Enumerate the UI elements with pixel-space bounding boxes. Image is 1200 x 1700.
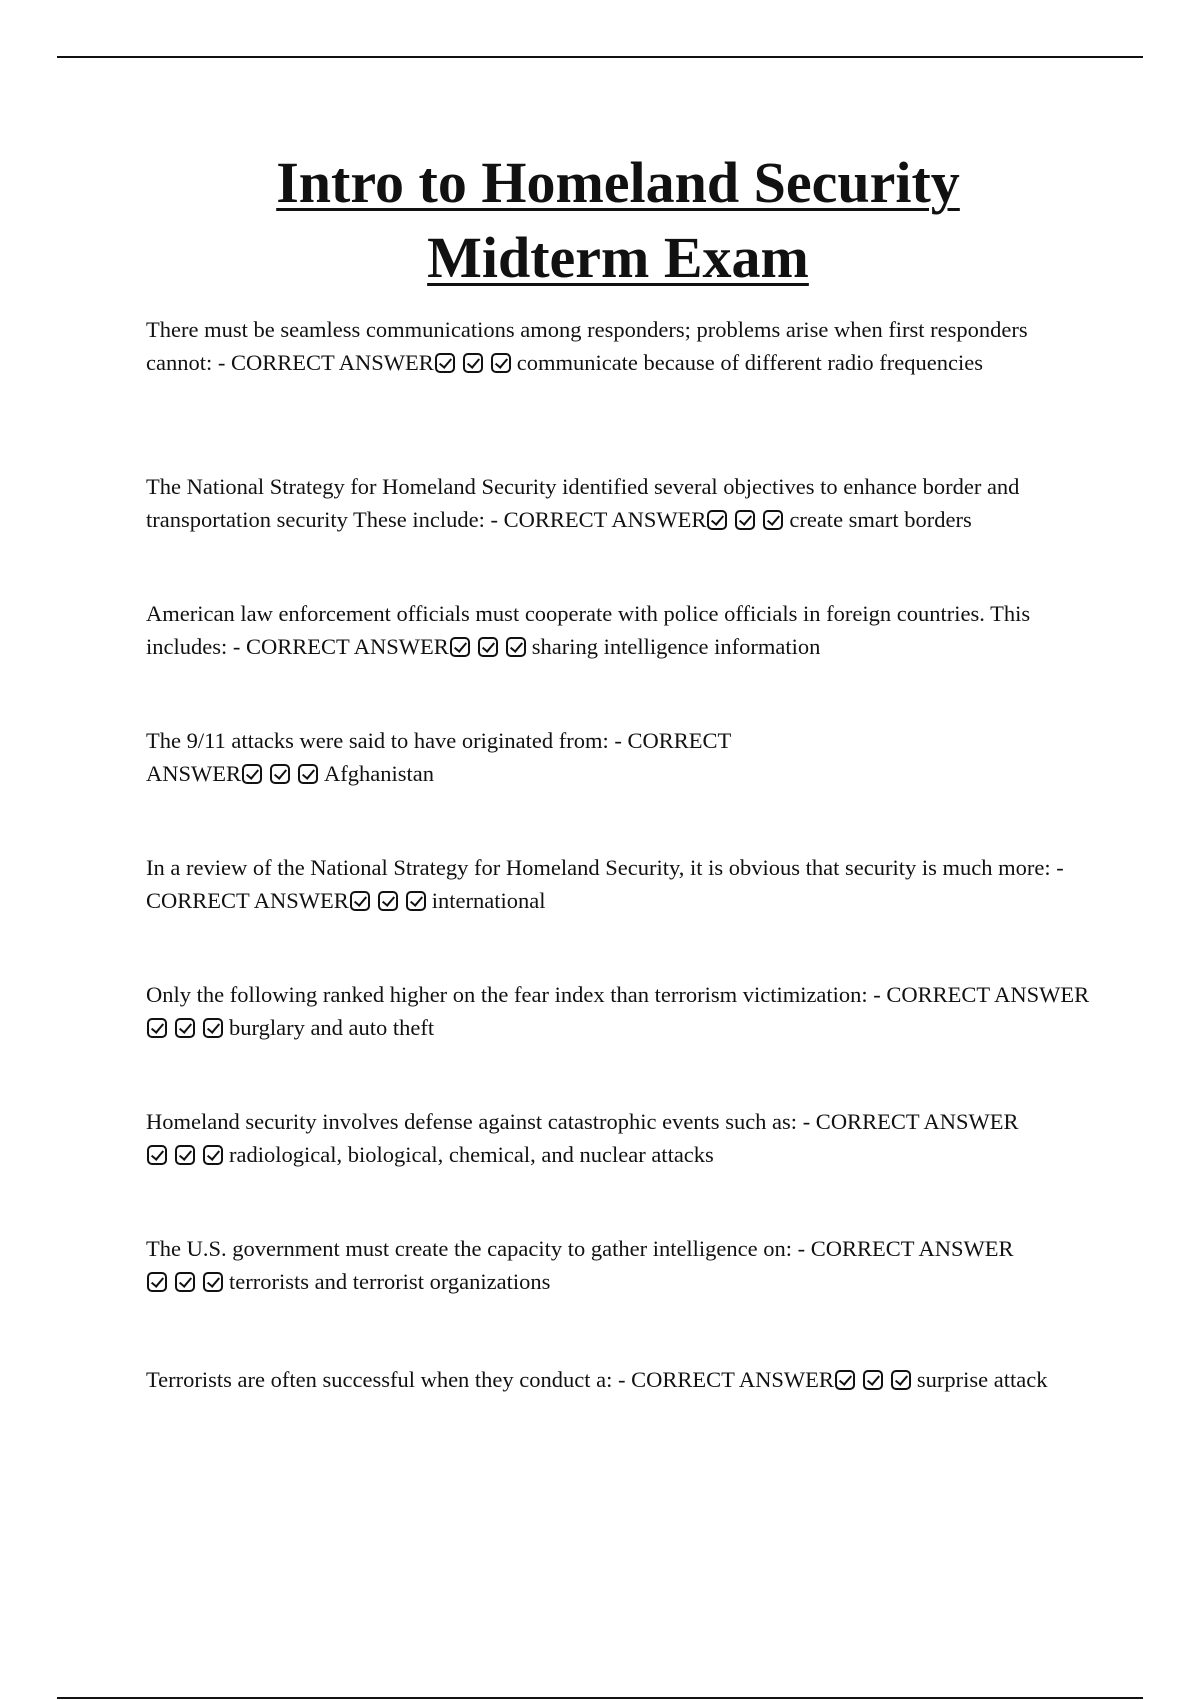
answer-label: - CORRECT ANSWER bbox=[802, 1109, 1019, 1134]
check-icons bbox=[146, 1015, 227, 1040]
top-rule bbox=[57, 56, 1143, 58]
answer-label: - CORRECT ANSWER bbox=[146, 728, 731, 786]
answer-label: - CORRECT ANSWER bbox=[618, 1367, 834, 1392]
qa-item-1 bbox=[146, 313, 1091, 379]
check-box-icon bbox=[298, 764, 318, 784]
question-text: In a review of the National Strategy for Homeland Security, it is obvious that security is much more: bbox=[146, 855, 1051, 880]
check-icons bbox=[434, 350, 515, 375]
question-text: Terrorists are often successful when they conduct a: bbox=[146, 1367, 613, 1392]
check-box-icon bbox=[450, 637, 470, 657]
answer-text: radiological, biological, chemical, and nuclear attacks bbox=[229, 1142, 714, 1167]
check-box-icon bbox=[350, 891, 370, 911]
check-icons bbox=[146, 1142, 227, 1167]
qa-item-3 bbox=[146, 597, 1091, 663]
check-box-icon bbox=[506, 637, 526, 657]
check-box-icon bbox=[175, 1018, 195, 1038]
answer-text: create smart borders bbox=[789, 507, 972, 532]
question-text: Only the following ranked higher on the fear index than terrorism victimization: bbox=[146, 982, 868, 1007]
check-box-icon bbox=[891, 1370, 911, 1390]
qa-item-9 bbox=[146, 1363, 1091, 1396]
check-box-icon bbox=[147, 1145, 167, 1165]
question-text: The National Strategy for Homeland Security identified several objectives to enhance border and transportation security These include: bbox=[146, 474, 1020, 532]
answer-label: - CORRECT ANSWER bbox=[797, 1236, 1014, 1261]
answer-text: burglary and auto theft bbox=[229, 1015, 435, 1040]
check-icons bbox=[706, 507, 787, 532]
check-box-icon bbox=[378, 891, 398, 911]
question-text: The U.S. government must create the capacity to gather intelligence on: bbox=[146, 1236, 793, 1261]
answer-label: - CORRECT ANSWER bbox=[146, 855, 1064, 913]
page-title bbox=[0, 145, 1200, 295]
check-icons bbox=[834, 1367, 915, 1392]
check-box-icon bbox=[491, 353, 511, 373]
check-box-icon bbox=[147, 1018, 167, 1038]
check-box-icon bbox=[175, 1145, 195, 1165]
qa-item-7 bbox=[146, 1105, 1091, 1171]
answer-text: international bbox=[431, 888, 546, 913]
qa-item-5 bbox=[146, 851, 1091, 917]
answer-text: surprise attack bbox=[916, 1367, 1048, 1392]
check-box-icon bbox=[463, 353, 483, 373]
answer-text: communicate because of different radio frequencies bbox=[516, 350, 983, 375]
question-text: American law enforcement officials must cooperate with police officials in foreign countries. This includes: bbox=[146, 601, 1031, 659]
question-text: The 9/11 attacks were said to have originated from: bbox=[146, 728, 609, 753]
answer-text: Afghanistan bbox=[324, 761, 434, 786]
check-box-icon bbox=[175, 1272, 195, 1292]
check-icons bbox=[241, 761, 322, 786]
qa-item-2 bbox=[146, 470, 1091, 536]
qa-item-8 bbox=[146, 1232, 1091, 1298]
check-box-icon bbox=[203, 1018, 223, 1038]
check-box-icon bbox=[863, 1370, 883, 1390]
title-line-1: Intro to Homeland Security bbox=[276, 150, 960, 215]
check-box-icon bbox=[203, 1145, 223, 1165]
qa-item-6 bbox=[146, 978, 1091, 1044]
check-box-icon bbox=[270, 764, 290, 784]
check-box-icon bbox=[478, 637, 498, 657]
title-line-2: Midterm Exam bbox=[427, 225, 809, 290]
check-icons bbox=[449, 634, 530, 659]
answer-text: sharing intelligence information bbox=[531, 634, 821, 659]
answer-label: - CORRECT ANSWER bbox=[217, 350, 434, 375]
question-text: Homeland security involves defense against catastrophic events such as: bbox=[146, 1109, 798, 1134]
answer-text: terrorists and terrorist organizations bbox=[229, 1269, 551, 1294]
check-box-icon bbox=[735, 510, 755, 530]
check-box-icon bbox=[763, 510, 783, 530]
check-box-icon bbox=[406, 891, 426, 911]
check-icons bbox=[146, 1269, 227, 1294]
check-box-icon bbox=[242, 764, 262, 784]
answer-label: - CORRECT ANSWER bbox=[490, 507, 707, 532]
check-box-icon bbox=[707, 510, 727, 530]
answer-label: - CORRECT ANSWER bbox=[873, 982, 1090, 1007]
question-text: There must be seamless communications among responders; problems arise when first responders cannot: bbox=[146, 317, 1028, 375]
check-box-icon bbox=[435, 353, 455, 373]
answer-label: - CORRECT ANSWER bbox=[232, 634, 449, 659]
check-box-icon bbox=[147, 1272, 167, 1292]
bottom-rule bbox=[57, 1697, 1143, 1699]
check-icons bbox=[349, 888, 430, 913]
check-box-icon bbox=[203, 1272, 223, 1292]
check-box-icon bbox=[835, 1370, 855, 1390]
qa-item-4 bbox=[146, 724, 786, 790]
